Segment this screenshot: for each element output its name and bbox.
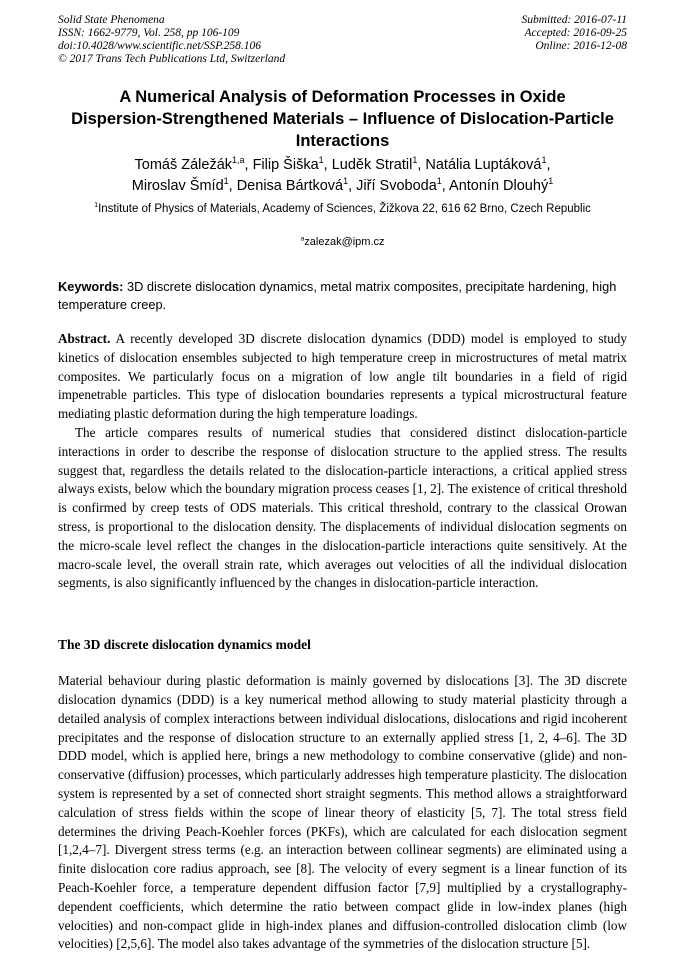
text-line: Accepted: 2016-09-25: [524, 27, 627, 39]
text-line: [58, 155, 627, 176]
text-segment: Miroslav Šmíd: [131, 178, 224, 194]
text-line: Solid State Phenomena: [58, 14, 165, 26]
text-segment: Institute of Physics of Materials, Academy of Sciences, Žižkova 22, 616 62 Brno, Czech Republic: [98, 203, 591, 215]
keywords-line: [58, 278, 627, 313]
text-segment: , Antonín Dlouhý: [441, 178, 549, 194]
superscript: 1: [318, 155, 324, 166]
abstract-paragraph-2: The article compares results of numerical studies that considered distinct dislocation-particle interactions in order to describe the response of dislocation structure to the applied stress. The results suggest that, regardless the details related to the dislocation-particle interactions, a critical applied stress always exists, below which the boundary migration process ceases [1, 2]. The existence of critical threshold is confirmed by creep tests of ODS materials. This critical threshold, contrary to the classical Orowan stress, is proportional to the dislocation density. The displacements of individual dislocation segments on the micro-scale level reflect the changes in the dislocation-particle interactions quite sensitively. At the macro-scale level, the overall strain rate, which averages out velocities of all the individual dislocation segments, is also significantly influenced by the changes in dislocation-particle interaction.: [58, 424, 627, 591]
superscript: 1,a: [232, 155, 245, 166]
text-line: [58, 176, 627, 197]
text-line: Dispersion-Strengthened Materials – Influence of Dislocation-Particle: [71, 110, 614, 128]
text-segment: , Jiří Svoboda: [348, 178, 437, 194]
superscript: a: [300, 235, 305, 243]
superscript: 1: [412, 155, 418, 166]
superscript: 1: [94, 201, 99, 210]
superscript: 1: [343, 176, 349, 187]
affiliation: [58, 201, 627, 217]
abstract-label: Abstract.: [58, 331, 111, 346]
text-segment: , Natália Luptáková: [417, 157, 542, 173]
text-line: Online: 2016-12-08: [535, 40, 627, 52]
journal-header: [58, 14, 627, 66]
section-heading: The 3D discrete dislocation dynamics model: [58, 637, 311, 653]
text-segment: , Luděk Stratil: [323, 157, 413, 173]
superscript: 1: [548, 176, 554, 187]
abstract-text-1: A recently developed 3D discrete dislocation dynamics (DDD) model is employed to study kinetics of dislocation ensembles subjected to high temperature creep in microstructures of metal matrix composites. We particularly focus on a migration of low angle tilt boundaries in a field of rigid impenetrable particles. This type of dislocation boundaries represents a typical microstructural feature mediating plastic deformation during the high temperature loadings.: [58, 331, 627, 422]
abstract-paragraph-1: [58, 330, 627, 424]
text-line: © 2017 Trans Tech Publications Ltd, Switzerland: [58, 53, 286, 65]
superscript: 1: [436, 176, 442, 187]
email-address: [58, 235, 627, 250]
text-segment: , Denisa Bártková: [228, 178, 344, 194]
text-segment: Tomáš Záležák: [134, 157, 233, 173]
text-line: doi:10.4028/www.scientific.net/SSP.258.106: [58, 40, 262, 52]
section-body: Material behaviour during plastic deformation is mainly governed by dislocations [3]. The 3D discrete dislocation dynamics (DDD) is a key numerical method allowing to study material plasticity through a detailed analysis of complex interactions between individual dislocations, dislocations and rigid incoherent precipitates and the response of dislocation structure to an externally applied stress [1, 2, 4–6]. The 3D DDD model, which is applied here, brings a new methodology to combine conservative (glide) and non-conservative (diffusion) processes, which particularly addresses high temperature plasticity. The dislocation system is represented by a set of connected short straight segments. This method allows a straightforward calculation of stress fields within the scope of linear theory of elasticity [5, 7]. The total stress field determines the driving Peach-Koehler forces (PKFs), which are calculated for each dislocation segment [1,2,4–7]. Divergent stress terms (e.g. an interaction between collinear segments) are eliminated using a finite dislocation core radius approach, see [8]. The velocity of every segment is a linear function of its Peach-Koehler force, a temperature dependent diffusion factor [7,9] multiplied by a crystallography-dependent coefficients, which determine the ratio between compact glide in low-index planes (high velocities) and non-compact glide in high-index planes and diffusion-controlled dislocation climb (low velocities) [2,5,6]. The model also takes advantage of the symmetries of the dislocation structure [5].: [58, 673, 627, 952]
text-segment: zalezak@ipm.cz: [304, 236, 385, 248]
text-line: A Numerical Analysis of Deformation Processes in Oxide: [119, 88, 566, 106]
text-segment: ,: [546, 157, 551, 173]
paper-title: [58, 86, 627, 152]
text-line: ISSN: 1662-9779, Vol. 258, pp 106-109: [58, 27, 240, 39]
superscript: 1: [541, 155, 547, 166]
submission-dates: [521, 14, 627, 66]
text-segment: , Filip Šiška: [244, 157, 319, 173]
text-line: Interactions: [295, 132, 390, 150]
keywords-label: Keywords:: [58, 279, 124, 294]
author-list: [58, 155, 627, 197]
journal-info: [58, 14, 285, 66]
keywords-text: 3D discrete dislocation dynamics, metal matrix composites, precipitate hardening, high temperature creep.: [58, 279, 617, 312]
text-line: Submitted: 2016-07-11: [521, 14, 627, 26]
superscript: 1: [223, 176, 229, 187]
